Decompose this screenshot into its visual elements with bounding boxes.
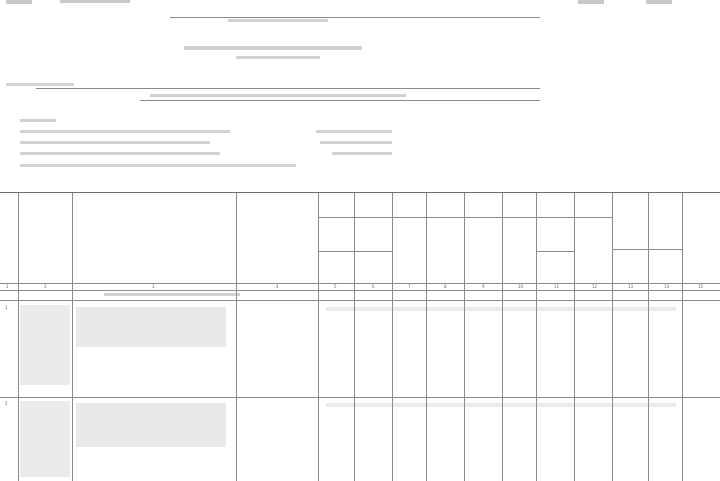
col-divider xyxy=(72,193,73,481)
object-underline xyxy=(140,100,540,101)
col-number: 11 xyxy=(554,284,560,289)
small-tab-1[interactable] xyxy=(578,0,604,4)
col-divider xyxy=(236,193,237,481)
doc-subtitle-mark xyxy=(236,56,320,59)
col-number: 5 xyxy=(334,284,337,289)
col-divider xyxy=(392,193,393,481)
col-number: 8 xyxy=(444,284,447,289)
col-number: 12 xyxy=(592,284,598,289)
col-divider xyxy=(502,193,503,481)
summary-label-mark xyxy=(20,164,296,167)
col-divider xyxy=(18,193,19,481)
basis-mark xyxy=(6,83,74,86)
col-divider xyxy=(682,193,683,481)
summary-heading-mark xyxy=(20,119,56,122)
org-underline xyxy=(170,17,540,18)
row-divider xyxy=(0,397,720,398)
estimate-table xyxy=(0,192,720,481)
col-number: 7 xyxy=(408,284,411,289)
header-subdivider xyxy=(612,249,682,250)
top-strip xyxy=(0,0,720,8)
col-number: 6 xyxy=(372,284,375,289)
summary-label-mark xyxy=(20,141,210,144)
col-number: 3 xyxy=(152,284,155,289)
col-divider xyxy=(464,193,465,481)
row-num: 1 xyxy=(5,305,8,310)
row-num: 2 xyxy=(5,401,8,406)
header-bottom xyxy=(0,283,720,284)
col-number: 9 xyxy=(482,284,485,289)
row-name-mark xyxy=(76,403,226,447)
summary-label-mark xyxy=(20,130,230,133)
header-subdivider xyxy=(318,251,392,252)
colnum-bottom xyxy=(0,290,720,291)
org-line-mark xyxy=(228,19,328,22)
col-divider xyxy=(574,193,575,481)
doc-title-mark xyxy=(184,46,362,50)
doc-tab[interactable] xyxy=(6,0,32,4)
col-divider xyxy=(536,193,537,481)
col-number: 15 xyxy=(698,284,704,289)
summary-label-mark xyxy=(20,152,220,155)
col-divider xyxy=(354,193,355,481)
row-code-mark xyxy=(20,401,70,477)
header-subdivider xyxy=(426,217,612,218)
col-divider xyxy=(318,193,319,481)
header-subdivider xyxy=(318,217,426,218)
basis-underline xyxy=(36,88,540,89)
section-title-mark xyxy=(104,293,240,296)
col-number: 4 xyxy=(276,284,279,289)
row-code-mark xyxy=(20,305,70,385)
col-number: 2 xyxy=(44,284,47,289)
header-subdivider xyxy=(536,251,574,252)
col-number: 14 xyxy=(664,284,670,289)
small-tab-2[interactable] xyxy=(646,0,672,4)
col-number: 1 xyxy=(6,284,9,289)
summary-value-mark xyxy=(320,141,392,144)
summary-value-mark xyxy=(316,130,392,133)
col-number: 10 xyxy=(518,284,524,289)
col-divider xyxy=(426,193,427,481)
header-field xyxy=(60,0,130,3)
col-divider xyxy=(648,193,649,481)
summary-value-mark xyxy=(332,152,392,155)
section-bottom xyxy=(0,300,720,301)
row-value-marks xyxy=(326,307,676,311)
object-name-mark xyxy=(150,94,406,97)
col-number: 13 xyxy=(628,284,634,289)
row-value-marks xyxy=(326,403,676,407)
col-divider xyxy=(612,193,613,481)
row-name-mark xyxy=(76,307,226,347)
